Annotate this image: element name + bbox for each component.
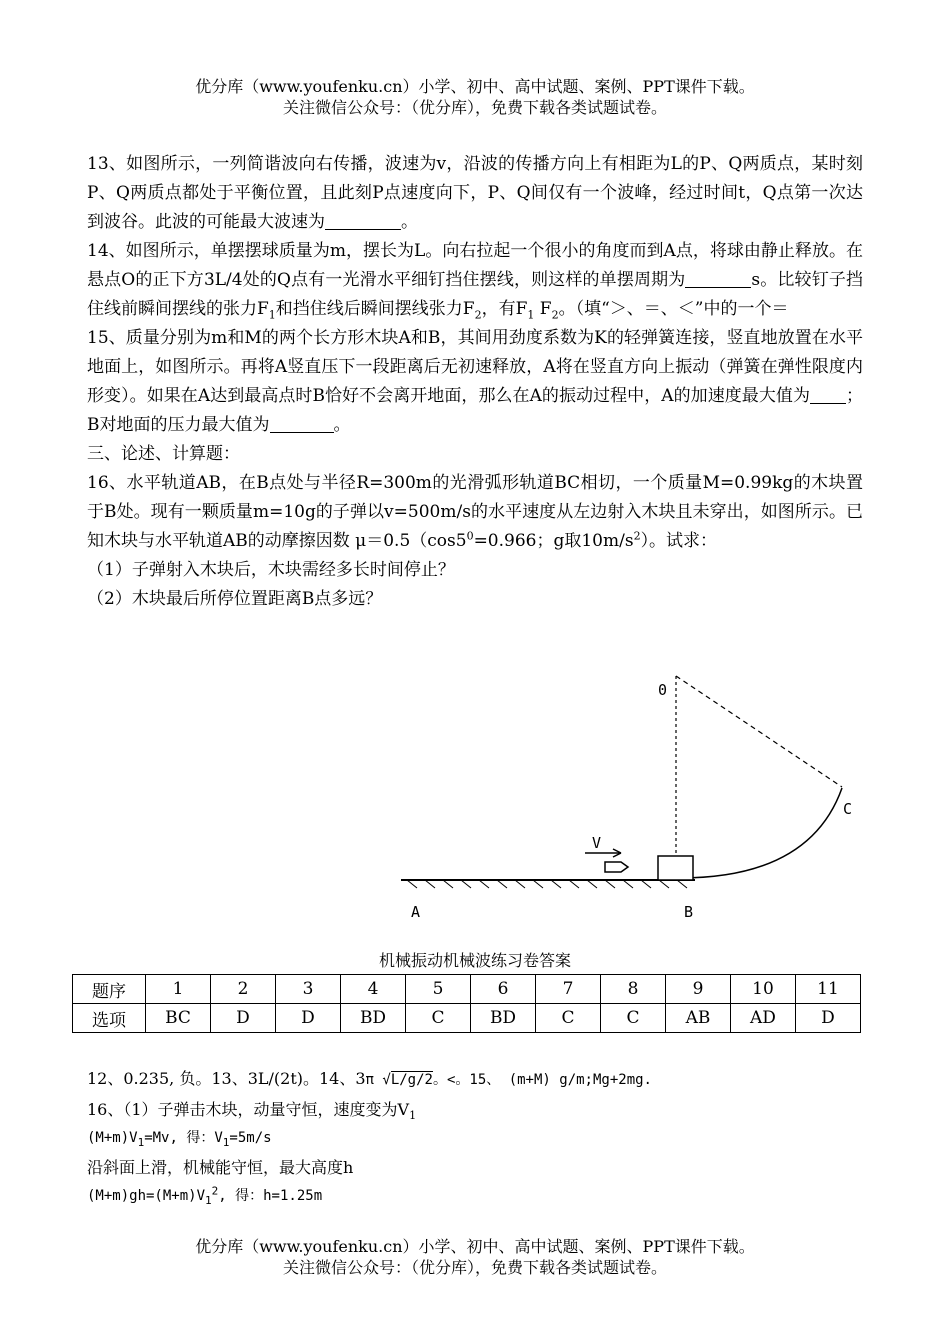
answer-text: , 得：h=1.25m xyxy=(218,1188,323,1204)
answer-blank xyxy=(325,211,401,230)
answer-text: (M+m)gh=(M+m)V xyxy=(87,1188,206,1204)
label-a: A xyxy=(411,903,421,921)
q14-text-c: 和挡住线后瞬间摆线张力F xyxy=(275,299,475,319)
subscript: 1 xyxy=(527,308,535,322)
q16-text-a: 16、水平轨道AB，在B点处与半径R=300m的光滑弧形轨道BC相切，一个质量M=0.99kg的木块置于B处。现有一颗质量m=10g的子弹以v=500m/s的水平速度从左边射入木块且未穿出，如图所示。已知木块与水平轨道AB的动摩擦因数 μ＝0.5（cos5 xyxy=(87,473,863,551)
q16-sub-question-2: （2）木块最后所停位置距离B点多远？ xyxy=(87,589,383,609)
answer-title: 机械振动机械波练习卷答案 xyxy=(378,951,571,970)
subscript: 1 xyxy=(137,1135,145,1149)
ground-hatching xyxy=(407,880,687,888)
answer-explanations xyxy=(87,1064,887,1211)
table-cell: 5 xyxy=(406,975,471,1004)
question-14 xyxy=(87,237,863,324)
radius-oc-line xyxy=(676,676,842,787)
table-row xyxy=(73,975,861,1004)
header-line-2: 关注微信公众号：（优分库），免费下载各类试题试卷。 xyxy=(282,98,667,117)
table-cell: 7 xyxy=(536,975,601,1004)
table-cell: 3 xyxy=(276,975,341,1004)
table-cell: D xyxy=(796,1004,861,1033)
answer-text: =5m/s xyxy=(229,1130,272,1146)
table-cell: C xyxy=(601,1004,666,1033)
q15-end: 。 xyxy=(333,415,351,435)
question-15 xyxy=(87,324,863,440)
superscript: 2 xyxy=(211,1184,219,1198)
answer-text: 12、0.235, 负。13、3L/(2t)。14、3 xyxy=(87,1069,366,1088)
subscript: 2 xyxy=(551,308,559,322)
answer-text: 沿斜面上滑，机械能守恒，最大高度h xyxy=(87,1158,354,1177)
answer-blank xyxy=(810,385,846,404)
answer-blank xyxy=(685,269,751,288)
label-c: C xyxy=(843,800,853,818)
table-cell: 10 xyxy=(731,975,796,1004)
table-cell: C xyxy=(406,1004,471,1033)
footer-line-2: 关注微信公众号：（优分库），免费下载各类试题试卷。 xyxy=(282,1258,667,1277)
q15-text-b: ；B对地面的压力最大值为 xyxy=(87,386,863,435)
answer-text: 。<。15、 (m+M) g/m;Mg+2mg. xyxy=(432,1072,652,1088)
table-cell: 4 xyxy=(341,975,406,1004)
subscript: 1 xyxy=(409,1109,417,1123)
arc-track-bc xyxy=(680,788,842,878)
table-cell: D xyxy=(211,1004,276,1033)
header-line-1: 优分库（www.youfenku.cn）小学、初中、高中试题、案例、PPT课件下载。 xyxy=(195,77,755,96)
table-cell: AB xyxy=(666,1004,731,1033)
table-cell: D xyxy=(276,1004,341,1033)
sqrt-expression: L/g/2 xyxy=(390,1072,433,1088)
answer-line-5 xyxy=(87,1182,887,1211)
q14-text-b: s。比较钉子挡住线前瞬间摆线的张力F xyxy=(87,270,863,319)
q13-text: 13、如图所示，一列简谐波向右传播，波速为v，沿波的传播方向上有相距为L的P、Q两质点，某时刻P、Q两质点都处于平衡位置，且此刻P点速度向下，P、Q间仅有一个波峰，经过时间t，Q点第一次达到波谷。此波的可能最大波速为 xyxy=(87,154,863,232)
subscript: 1 xyxy=(268,308,276,322)
q13-end: 。 xyxy=(401,212,418,232)
q16-sub-question-1: （1）子弹射入木块后，木块需经多长时间停止？ xyxy=(87,560,455,580)
answer-line-4 xyxy=(87,1153,887,1182)
answer-text: 16、（1）子弹击木块，动量守恒，速度变为V xyxy=(87,1100,410,1119)
table-cell: 9 xyxy=(666,975,731,1004)
answer-text: (M+m)V xyxy=(87,1130,138,1146)
q16-text-c: ）。试求： xyxy=(640,531,718,551)
answer-line-2 xyxy=(87,1095,887,1124)
q14-text-d: ，有F xyxy=(481,299,528,319)
question-body xyxy=(87,150,863,614)
table-cell: AD xyxy=(731,1004,796,1033)
row-header: 题序 xyxy=(73,975,146,1004)
page-header xyxy=(0,76,950,118)
q14-text-e: F xyxy=(534,299,552,319)
table-cell: 2 xyxy=(211,975,276,1004)
wooden-block xyxy=(658,856,693,880)
table-cell: 8 xyxy=(601,975,666,1004)
question-13 xyxy=(87,150,863,237)
row-header: 选项 xyxy=(73,1004,146,1033)
label-b: B xyxy=(684,903,694,921)
q14-text-f: 。（填“＞、＝、＜”中的一个＝ xyxy=(558,299,789,319)
table-cell: BD xyxy=(341,1004,406,1033)
q16-text-b: =0.966；g取10m/s xyxy=(473,531,634,551)
section-3-heading: 三、论述、计算题： xyxy=(87,444,240,464)
subscript: 1 xyxy=(222,1135,230,1149)
answer-text: π √ xyxy=(365,1072,391,1088)
table-cell: C xyxy=(536,1004,601,1033)
table-cell: 11 xyxy=(796,975,861,1004)
table-cell: 1 xyxy=(146,975,211,1004)
q15-text-a: 15、质量分别为m和M的两个长方形木块A和B，其间用劲度系数为K的轻弹簧连接，竖直地放置在水平地面上，如图所示。再将A竖直压下一段距离后无初速释放，A将在竖直方向上振动（弹簧在弹性限度内形变）。如果在A达到最高点时B恰好不会离开地面，那么在A的振动过程中，A的加速度最大值为 xyxy=(87,328,863,406)
answer-table xyxy=(72,974,861,1033)
table-row xyxy=(73,1004,861,1033)
label-o: 0 xyxy=(658,681,668,699)
question-16 xyxy=(87,469,863,556)
label-v: V xyxy=(592,834,602,852)
track-figure xyxy=(395,672,875,922)
page-footer xyxy=(0,1236,950,1278)
table-cell: BC xyxy=(146,1004,211,1033)
answer-line-1 xyxy=(87,1064,887,1095)
table-cell: BD xyxy=(471,1004,536,1033)
subscript: 2 xyxy=(474,308,482,322)
subscript: 1 xyxy=(205,1193,212,1207)
q14-text-a: 14、如图所示，单摆摆球质量为m，摆长为L。向右拉起一个很小的角度而到A点，将球由静止释放。在悬点O的正下方3L/4处的Q点有一光滑水平细钉挡住摆线，则这样的单摆周期为 xyxy=(87,241,863,290)
superscript: 0 xyxy=(466,529,474,543)
footer-line-1: 优分库（www.youfenku.cn）小学、初中、高中试题、案例、PPT课件下载。 xyxy=(195,1237,755,1256)
table-cell: 6 xyxy=(471,975,536,1004)
answer-line-3 xyxy=(87,1124,887,1153)
bullet xyxy=(605,862,628,872)
answer-blank xyxy=(270,414,334,433)
superscript: 2 xyxy=(633,529,641,543)
answer-text: =Mv, 得：V xyxy=(144,1130,223,1146)
